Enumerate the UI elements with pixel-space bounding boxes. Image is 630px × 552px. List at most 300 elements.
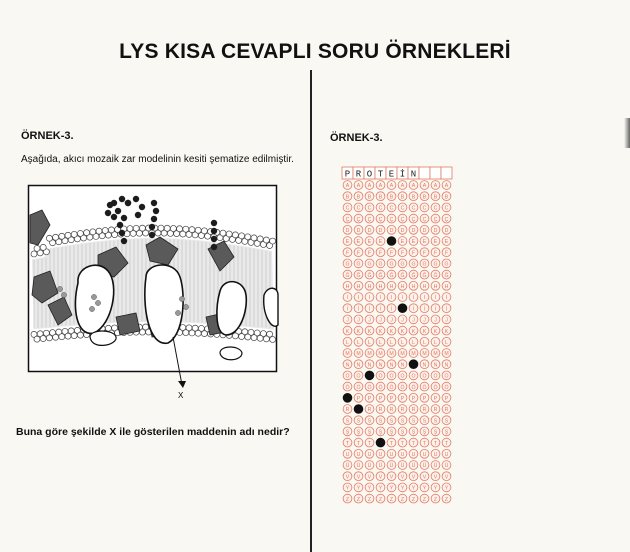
bubble-letter: Ç bbox=[400, 216, 405, 223]
bubble-letter: B bbox=[356, 194, 361, 201]
bubble-letter: Y bbox=[400, 485, 405, 492]
bubble-letter: M bbox=[433, 351, 438, 358]
bubble-letter: K bbox=[345, 328, 350, 335]
bubble-letter: E bbox=[400, 239, 405, 246]
bubble-letter: G bbox=[444, 261, 449, 268]
bubble-letter: F bbox=[400, 250, 405, 257]
bubble-letter: N bbox=[389, 362, 394, 369]
filled-bubble bbox=[376, 438, 385, 447]
answer-letter: T bbox=[377, 169, 384, 180]
bubble-letter: İ bbox=[434, 306, 437, 313]
bubble-letter: O bbox=[422, 373, 427, 380]
bubble-letter: İ bbox=[445, 306, 448, 313]
bubble-letter: V bbox=[433, 474, 438, 481]
bubble-letter: A bbox=[367, 183, 372, 190]
bubble-letter: Y bbox=[345, 485, 350, 492]
bubble-letter: Ö bbox=[345, 384, 350, 391]
filled-bubble bbox=[409, 360, 418, 369]
bubble-letter: U bbox=[367, 452, 372, 458]
bubble-letter: H bbox=[345, 284, 350, 290]
bubble-letter: A bbox=[433, 183, 438, 190]
bubble-letter: L bbox=[412, 340, 415, 346]
bubble-letter: P bbox=[356, 396, 361, 402]
answer-sheet bbox=[340, 165, 460, 505]
bubble-letter: A bbox=[356, 183, 361, 190]
bubble-letter: Ş bbox=[444, 429, 449, 436]
bubble-letter: I bbox=[445, 295, 448, 302]
bubble-letter: Ğ bbox=[422, 272, 427, 279]
page-title: LYS KISA CEVAPLI SORU ÖRNEKLERİ bbox=[119, 40, 511, 63]
bubble-letter: H bbox=[378, 284, 383, 290]
bubble-letter: D bbox=[367, 228, 372, 234]
bubble-letter: Y bbox=[389, 485, 394, 492]
example-label-left: ÖRNEK-3. bbox=[21, 130, 74, 142]
bubble-letter: A bbox=[422, 183, 427, 190]
bubble-letter: J bbox=[434, 317, 437, 324]
bubble-letter: Ö bbox=[356, 384, 361, 391]
answer-letter: O bbox=[366, 169, 373, 180]
bubble-letter: Ğ bbox=[345, 272, 350, 279]
bubble-letter: Z bbox=[422, 496, 427, 503]
bubble-letter: P bbox=[422, 396, 427, 402]
bubble-letter: C bbox=[367, 205, 372, 212]
bubble-letter: P bbox=[378, 396, 383, 402]
page-divider bbox=[310, 70, 312, 552]
bubble-letter: F bbox=[356, 250, 361, 257]
filled-bubble bbox=[365, 371, 374, 380]
bubble-letter: V bbox=[378, 474, 383, 481]
bubble-letter: C bbox=[378, 205, 383, 212]
bubble-letter: Y bbox=[422, 485, 427, 492]
bubble-letter: Y bbox=[433, 485, 438, 492]
bubble-letter: Ğ bbox=[444, 272, 449, 279]
bubble-letter: S bbox=[422, 418, 427, 425]
bubble-letter: E bbox=[422, 239, 427, 246]
bubble-letter: L bbox=[379, 340, 382, 346]
bubble-letter: M bbox=[378, 351, 383, 358]
bubble-letter: İ bbox=[412, 306, 415, 313]
bubble-letter: D bbox=[411, 228, 416, 234]
bubble-letter: C bbox=[400, 205, 405, 212]
bubble-letter: J bbox=[379, 317, 382, 324]
answer-box bbox=[419, 167, 430, 179]
bubble-letter: G bbox=[345, 261, 350, 268]
bubble-letter: V bbox=[422, 474, 427, 481]
bubble-letter: F bbox=[378, 250, 383, 257]
bubble-letter: E bbox=[367, 239, 372, 246]
bubble-letter: P bbox=[444, 396, 449, 402]
bubble-letter: F bbox=[444, 250, 449, 257]
bubble-letter: J bbox=[368, 317, 371, 324]
membrane-diagram bbox=[28, 185, 278, 400]
bubble-letter: G bbox=[400, 261, 405, 268]
bubble-letter: T bbox=[367, 440, 372, 447]
bubble-letter: G bbox=[356, 261, 361, 268]
bubble-letter: Ş bbox=[422, 429, 427, 436]
bubble-letter: K bbox=[400, 328, 405, 335]
bubble-letter: S bbox=[400, 418, 405, 425]
bubble-letter: U bbox=[444, 452, 449, 458]
bubble-letter: O bbox=[389, 373, 394, 380]
answer-letter: P bbox=[344, 169, 351, 180]
bubble-letter: T bbox=[345, 440, 350, 447]
bubble-letter: Ç bbox=[356, 216, 361, 223]
bubble-letter: U bbox=[378, 452, 383, 458]
bubble-letter: A bbox=[345, 183, 350, 190]
bubble-letter: P bbox=[367, 396, 372, 402]
bubble-letter: Z bbox=[367, 496, 372, 503]
bubble-letter: U bbox=[411, 452, 416, 458]
bubble-letter: Ç bbox=[444, 216, 449, 223]
bubble-letter: Z bbox=[356, 496, 361, 503]
bubble-letter: B bbox=[433, 194, 438, 201]
bubble-letter: D bbox=[378, 228, 383, 234]
bubble-letter: H bbox=[356, 284, 361, 290]
bubble-letter: U bbox=[433, 452, 438, 458]
bubble-letter: L bbox=[401, 340, 404, 346]
bubble-letter: A bbox=[444, 183, 449, 190]
bubble-letter: Ç bbox=[367, 216, 372, 223]
bubble-letter: B bbox=[422, 194, 427, 201]
bubble-letter: N bbox=[433, 362, 438, 369]
bubble-letter: H bbox=[367, 284, 372, 290]
bubble-letter: P bbox=[389, 396, 394, 402]
bubble-letter: N bbox=[422, 362, 427, 369]
bubble-letter: H bbox=[411, 284, 416, 290]
bubble-letter: U bbox=[389, 452, 394, 458]
answer-letter: İ bbox=[399, 169, 406, 180]
bubble-letter: D bbox=[433, 228, 438, 234]
bubble-letter: Z bbox=[400, 496, 405, 503]
bubble-letter: F bbox=[345, 250, 350, 257]
answer-letter: N bbox=[410, 169, 417, 180]
bubble-letter: P bbox=[433, 396, 438, 402]
bubble-letter: T bbox=[422, 440, 427, 447]
bubble-letter: B bbox=[411, 194, 416, 201]
bubble-letter: I bbox=[379, 295, 382, 302]
page-edge-shadow bbox=[624, 118, 630, 148]
bubble-letter: I bbox=[401, 295, 404, 302]
filled-bubble bbox=[343, 393, 352, 402]
bubble-letter: Z bbox=[389, 496, 394, 503]
bubble-letter: R bbox=[444, 407, 449, 414]
bubble-letter: D bbox=[422, 228, 427, 234]
bubble-letter: M bbox=[400, 351, 405, 358]
bubble-letter: S bbox=[367, 418, 372, 425]
bubble-letter: L bbox=[434, 340, 437, 346]
bubble-letter: Z bbox=[378, 496, 383, 503]
bubble-letter: Ğ bbox=[411, 272, 416, 279]
bubble-letter: D bbox=[400, 228, 405, 234]
filled-bubble bbox=[398, 304, 407, 313]
bubble-letter: O bbox=[378, 373, 383, 380]
bubble-letter: C bbox=[345, 205, 350, 212]
bubble-letter: H bbox=[422, 284, 427, 290]
bubble-letter: I bbox=[368, 295, 371, 302]
bubble-letter: L bbox=[445, 340, 448, 346]
bubble-letter: L bbox=[357, 340, 360, 346]
bubble-letter: Ö bbox=[433, 384, 438, 391]
bubble-letter: Ü bbox=[367, 463, 372, 470]
answer-box bbox=[430, 167, 441, 179]
bubble-letter: T bbox=[433, 440, 438, 447]
bubble-letter: E bbox=[356, 239, 361, 246]
bubble-letter: N bbox=[356, 362, 361, 369]
bubble-letter: R bbox=[367, 407, 372, 414]
bubble-letter: A bbox=[378, 183, 383, 190]
bubble-letter: G bbox=[422, 261, 427, 268]
bubble-letter: I bbox=[357, 295, 360, 302]
bubble-letter: B bbox=[444, 194, 449, 201]
bubble-letter: R bbox=[345, 407, 350, 414]
bubble-letter: Ç bbox=[345, 216, 350, 223]
bubble-letter: C bbox=[444, 205, 449, 212]
bubble-letter: Ç bbox=[378, 216, 383, 223]
bubble-letter: T bbox=[411, 440, 416, 447]
intro-text: Aşağıda, akıcı mozaik zar modelinin kesiti şematize edilmiştir. bbox=[21, 154, 294, 165]
bubble-letter: T bbox=[389, 440, 394, 447]
bubble-letter: V bbox=[345, 474, 350, 481]
bubble-letter: Y bbox=[367, 485, 372, 492]
bubble-letter: E bbox=[411, 239, 416, 246]
bubble-letter: A bbox=[411, 183, 416, 190]
bubble-letter: N bbox=[378, 362, 383, 369]
bubble-letter: F bbox=[367, 250, 372, 257]
bubble-letter: R bbox=[422, 407, 427, 414]
bubble-letter: U bbox=[345, 452, 350, 458]
bubble-letter: İ bbox=[357, 306, 360, 313]
bubble-letter: R bbox=[433, 407, 438, 414]
bubble-letter: Ü bbox=[433, 463, 438, 470]
bubble-letter: Ş bbox=[389, 429, 394, 436]
diagram-x-label: X bbox=[178, 391, 184, 400]
answer-letter: R bbox=[355, 169, 362, 180]
bubble-letter: M bbox=[389, 351, 394, 358]
bubble-letter: S bbox=[356, 418, 361, 425]
bubble-letter: K bbox=[378, 328, 383, 335]
bubble-letter: J bbox=[390, 317, 393, 324]
bubble-letter: S bbox=[389, 418, 394, 425]
bubble-letter: M bbox=[356, 351, 361, 358]
bubble-letter: F bbox=[433, 250, 438, 257]
bubble-letter: Ç bbox=[389, 216, 394, 223]
bubble-letter: Ğ bbox=[356, 272, 361, 279]
bubble-letter: A bbox=[389, 183, 394, 190]
bubble-letter: Ş bbox=[411, 429, 416, 436]
bubble-letter: O bbox=[433, 373, 438, 380]
bubble-letter: L bbox=[346, 340, 349, 346]
bubble-letter: H bbox=[444, 284, 449, 290]
bubble-letter: N bbox=[367, 362, 372, 369]
answer-box bbox=[441, 167, 452, 179]
bubble-letter: M bbox=[345, 351, 350, 358]
bubble-letter: J bbox=[346, 317, 349, 324]
bubble-letter: Ö bbox=[389, 384, 394, 391]
bubble-letter: G bbox=[411, 261, 416, 268]
bubble-letter: R bbox=[411, 407, 416, 414]
bubble-letter: Ö bbox=[411, 384, 416, 391]
bubble-letter: P bbox=[400, 396, 405, 402]
bubble-letter: Ş bbox=[433, 429, 438, 436]
bubble-letter: P bbox=[411, 396, 416, 402]
bubble-letter: Ğ bbox=[400, 272, 405, 279]
bubble-letter: C bbox=[433, 205, 438, 212]
bubble-letter: Ü bbox=[356, 463, 361, 470]
bubble-letter: T bbox=[400, 440, 405, 447]
filled-bubble bbox=[387, 237, 396, 246]
bubble-letter: Ü bbox=[422, 463, 427, 470]
bubble-letter: N bbox=[400, 362, 405, 369]
bubble-letter: E bbox=[444, 239, 449, 246]
bubble-letter: B bbox=[378, 194, 383, 201]
answer-letter: E bbox=[388, 169, 395, 180]
bubble-letter: J bbox=[445, 317, 448, 324]
bubble-letter: U bbox=[356, 452, 361, 458]
bubble-letter: Ü bbox=[378, 463, 383, 470]
bubble-letter: I bbox=[346, 295, 349, 302]
bubble-letter: L bbox=[390, 340, 393, 346]
bubble-letter: K bbox=[433, 328, 438, 335]
bubble-letter: N bbox=[345, 362, 350, 369]
bubble-letter: J bbox=[401, 317, 404, 324]
example-label-right: ÖRNEK-3. bbox=[330, 132, 383, 144]
bubble-letter: E bbox=[433, 239, 438, 246]
bubble-letter: J bbox=[423, 317, 426, 324]
bubble-letter: Y bbox=[378, 485, 383, 492]
bubble-letter: J bbox=[357, 317, 360, 324]
bubble-letter: K bbox=[422, 328, 427, 335]
bubble-letter: Ş bbox=[378, 429, 383, 436]
bubble-letter: İ bbox=[423, 306, 426, 313]
bubble-letter: D bbox=[345, 228, 350, 234]
bubble-letter: İ bbox=[390, 306, 393, 313]
bubble-letter: Ğ bbox=[367, 272, 372, 279]
bubble-letter: Ü bbox=[345, 463, 350, 470]
bubble-letter: I bbox=[412, 295, 415, 302]
filled-bubble bbox=[354, 405, 363, 414]
bubble-letter: Ş bbox=[400, 429, 405, 436]
bubble-letter: N bbox=[444, 362, 449, 369]
bubble-letter: K bbox=[411, 328, 416, 335]
bubble-letter: K bbox=[389, 328, 394, 335]
bubble-letter: Ç bbox=[422, 216, 427, 223]
bubble-letter: Ğ bbox=[433, 272, 438, 279]
bubble-letter: Ö bbox=[378, 384, 383, 391]
bubble-letter: S bbox=[444, 418, 449, 425]
bubble-letter: H bbox=[400, 284, 405, 290]
bubble-letter: Z bbox=[433, 496, 438, 503]
bubble-letter: E bbox=[345, 239, 350, 246]
bubble-letter: B bbox=[389, 194, 394, 201]
bubble-letter: M bbox=[422, 351, 427, 358]
bubble-letter: Ö bbox=[400, 384, 405, 391]
bubble-letter: Y bbox=[411, 485, 416, 492]
bubble-letter: Ş bbox=[356, 429, 361, 436]
bubble-letter: V bbox=[367, 474, 372, 481]
bubble-letter: V bbox=[389, 474, 394, 481]
bubble-letter: G bbox=[367, 261, 372, 268]
bubble-letter: Ç bbox=[433, 216, 438, 223]
bubble-letter: Ö bbox=[422, 384, 427, 391]
bubble-letter: Z bbox=[444, 496, 449, 503]
bubble-letter: U bbox=[400, 452, 405, 458]
bubble-letter: T bbox=[444, 440, 449, 447]
bubble-letter: Ş bbox=[367, 429, 372, 436]
bubble-letter: M bbox=[444, 351, 449, 358]
bubble-letter: Ö bbox=[444, 384, 449, 391]
bubble-letter: İ bbox=[379, 306, 382, 313]
bubble-letter: U bbox=[422, 452, 427, 458]
bubble-letter: O bbox=[411, 373, 416, 380]
bubble-letter: İ bbox=[368, 306, 371, 313]
bubble-letter: H bbox=[433, 284, 438, 290]
bubble-letter: Z bbox=[345, 496, 350, 503]
bubble-letter: I bbox=[423, 295, 426, 302]
bubble-letter: K bbox=[367, 328, 372, 335]
bubble-letter: S bbox=[345, 418, 350, 425]
bubble-letter: G bbox=[433, 261, 438, 268]
bubble-letter: R bbox=[389, 407, 394, 414]
bubble-letter: R bbox=[400, 407, 405, 414]
bubble-letter: Ç bbox=[411, 216, 416, 223]
bubble-letter: E bbox=[378, 239, 383, 246]
bubble-letter: K bbox=[356, 328, 361, 335]
bubble-letter: F bbox=[389, 250, 394, 257]
bubble-letter: B bbox=[400, 194, 405, 201]
bubble-letter: D bbox=[389, 228, 394, 234]
bubble-letter: I bbox=[434, 295, 437, 302]
bubble-letter: Z bbox=[411, 496, 416, 503]
bubble-letter: C bbox=[356, 205, 361, 212]
bubble-letter: T bbox=[356, 440, 361, 447]
bubble-letter: Y bbox=[356, 485, 361, 492]
bubble-letter: D bbox=[444, 228, 449, 234]
bubble-letter: M bbox=[411, 351, 416, 358]
bubble-letter: C bbox=[411, 205, 416, 212]
bubble-letter: O bbox=[444, 373, 449, 380]
bubble-letter: K bbox=[444, 328, 449, 335]
bubble-letter: F bbox=[422, 250, 427, 257]
bubble-letter: V bbox=[444, 474, 449, 481]
bubble-letter: V bbox=[400, 474, 405, 481]
bubble-letter: Ü bbox=[444, 463, 449, 470]
bubble-letter: J bbox=[412, 317, 415, 324]
bubble-letter: Ğ bbox=[389, 272, 394, 279]
bubble-letter: V bbox=[356, 474, 361, 481]
bubble-letter: S bbox=[411, 418, 416, 425]
bubble-letter: C bbox=[422, 205, 427, 212]
bubble-letter: G bbox=[378, 261, 383, 268]
bubble-letter: R bbox=[378, 407, 383, 414]
bubble-letter: M bbox=[367, 351, 372, 358]
bubble-letter: Ğ bbox=[378, 272, 383, 279]
bubble-letter: O bbox=[356, 373, 361, 380]
bubble-letter: Y bbox=[444, 485, 449, 492]
bubble-letter: B bbox=[345, 194, 350, 201]
bubble-letter: H bbox=[389, 284, 394, 290]
bubble-letter: O bbox=[400, 373, 405, 380]
bubble-letter: V bbox=[411, 474, 416, 481]
bubble-letter: L bbox=[423, 340, 426, 346]
bubble-letter: B bbox=[367, 194, 372, 201]
bubble-letter: Ü bbox=[389, 463, 394, 470]
question-text: Buna göre şekilde X ile gösterilen maddenin adı nedir? bbox=[16, 426, 290, 438]
bubble-letter: Ş bbox=[345, 429, 350, 436]
bubble-letter: O bbox=[345, 373, 350, 380]
bubble-letter: Ü bbox=[400, 463, 405, 470]
bubble-letter: Ü bbox=[411, 463, 416, 470]
bubble-letter: S bbox=[433, 418, 438, 425]
